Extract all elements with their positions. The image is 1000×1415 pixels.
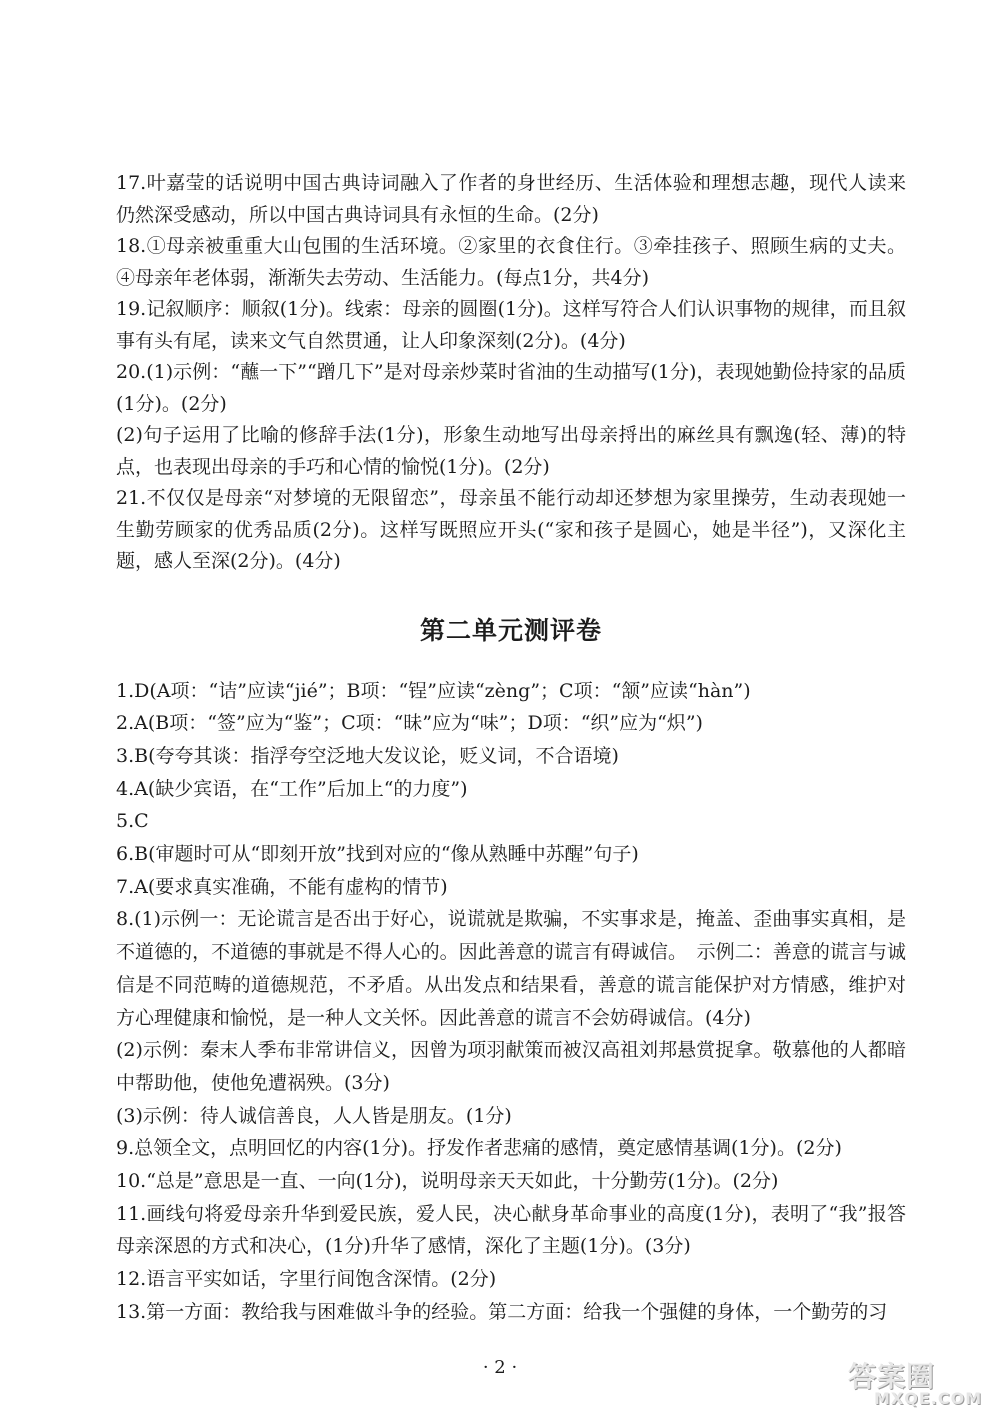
answer-page (116, 168, 906, 1329)
answer-4: 4.A(缺少宾语，在“工作”后加上“的力度”) (116, 777, 468, 800)
answer-5: 5.C (116, 810, 149, 833)
answer-8-2: (2)示例：秦末人季布非常讲信义，因曾为项羽献策而被汉高祖刘邦悬赏捉拿。敬慕他的人都暗中帮助他，使他免遭祸殃。(3分) (116, 1039, 906, 1094)
answer-20-1: 20.(1)示例：“蘸一下”“蹭几下”是对母亲炒菜时省油的生动描写(1分)，表现她勤俭持家的品质(1分)。(2分) (116, 361, 906, 415)
watermark-url-text: MXQE.COM (874, 1389, 983, 1408)
answer-10: 10.“总是”意思是一直、一向(1分)，说明母亲天天如此，十分勤劳(1分)。(2分) (116, 1170, 779, 1193)
watermark-logo (836, 1355, 996, 1411)
answer-12: 12.语言平实如话，字里行间饱含深情。(2分) (116, 1268, 497, 1291)
answer-8-1: 8.(1)示例一：无论谎言是否出于好心，说谎就是欺骗，不实事求是，掩盖、歪曲事实真相，是不道德的，不道德的事就是不得人心的。因此善意的谎言有碍诚信。 示例二：善意的谎言与诚信是不同范畴的道德规范，不矛盾。从出发点和结果看，善意的谎言能保护对方情感，维护对方心理健康和愉悦，是一种人文关怀。因此善意的谎言不会妨碍诚信。(4分) (116, 908, 906, 1029)
answer-18: 18.①母亲被重重大山包围的生活环境。②家里的衣食住行。③牵挂孩子、照顾生病的丈夫。④母亲年老体弱，渐渐失去劳动、生活能力。(每点1分，共4分) (116, 235, 906, 289)
answer-13: 13.第一方面：教给我与困难做斗争的经验。第二方面：给我一个强健的身体，一个勤劳的习 (116, 1300, 888, 1323)
answer-7: 7.A(要求真实准确，不能有虚构的情节) (116, 875, 448, 898)
answer-11: 11.画线句将爱母亲升华到爱民族，爱人民，决心献身革命事业的高度(1分)，表明了“我”报答母亲深恩的方式和决心，(1分)升华了感情，深化了主题(1分)。(3分) (116, 1202, 906, 1258)
answer-2: 2.A(B项：“签”应为“鉴”；C项：“昧”应为“味”；D项：“织”应为“炽”) (116, 712, 703, 735)
previous-section-answers (116, 168, 906, 578)
section-title: 第二单元测评卷 (419, 615, 602, 645)
answer-20-2: (2)句子运用了比喻的修辞手法(1分)，形象生动地写出母亲捋出的麻丝具有飘逸(轻、薄)的特点，也表现出母亲的手巧和心情的愉悦(1分)。(2分) (116, 424, 906, 478)
answer-17: 17.叶嘉莹的话说明中国古典诗词融入了作者的身世经历、生活体验和理想志趣，现代人读来仍然深受感动，所以中国古典诗词具有永恒的生命。(2分) (116, 172, 906, 226)
answer-1: 1.D(A项：“诘”应读“jié”；B项：“锃”应读“zèng”；C项：“颔”应读“hàn”) (116, 679, 751, 702)
watermark-logo-text: 答案圈 (848, 1360, 936, 1393)
page-number: · 2 · (482, 1357, 518, 1378)
answer-6: 6.B(审题时可从“即刻开放”找到对应的“像从熟睡中苏醒”句子) (116, 843, 639, 866)
answer-9: 9.总领全文，点明回忆的内容(1分)。抒发作者悲痛的感情，奠定感情基调(1分)。(2分) (116, 1137, 842, 1160)
answer-8-3: (3)示例：待人诚信善良，人人皆是朋友。(1分) (116, 1104, 512, 1127)
answer-3: 3.B(夸夸其谈：指浮夸空泛地大发议论，贬义词，不合语境) (116, 744, 619, 767)
answer-21: 21.不仅仅是母亲“对梦境的无限留恋”，母亲虽不能行动却还梦想为家里操劳，生动表现她一生勤劳顾家的优秀品质(2分)。这样写既照应开头(“家和孩子是圆心，她是半径”)，又深化主题，感人至深(2分)。(4分) (116, 487, 906, 572)
unit-two-answers (116, 675, 906, 1329)
answer-19: 19.记叙顺序：顺叙(1分)。线索：母亲的圆圈(1分)。这样写符合人们认识事物的规律，而且叙事有头有尾，读来文气自然贯通，让人印象深刻(2分)。(4分) (116, 298, 906, 352)
